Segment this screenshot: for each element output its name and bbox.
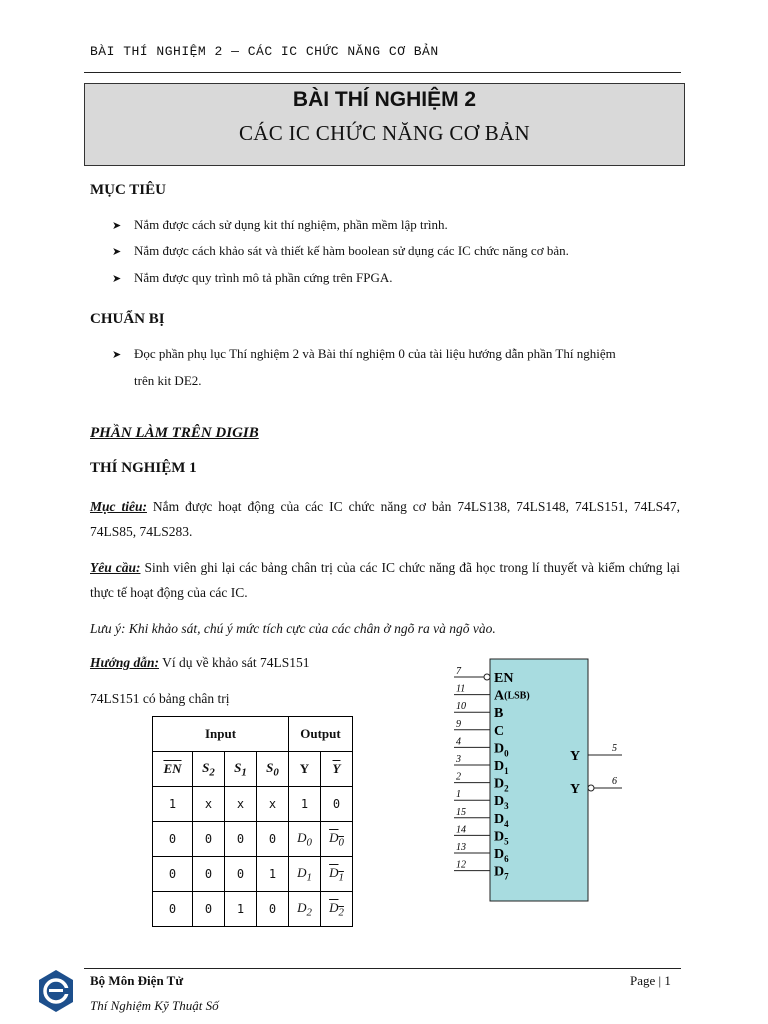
pin-number: 4 bbox=[456, 736, 461, 748]
footer-rule bbox=[84, 968, 681, 969]
table-caption: 74LS151 có bảng chân trị bbox=[90, 691, 230, 706]
arrow-bullet-icon: ➤ bbox=[112, 272, 122, 285]
truth-table bbox=[152, 716, 353, 927]
department-logo-icon bbox=[36, 968, 76, 1014]
ic-74ls151-diagram bbox=[440, 655, 660, 905]
prep-item: ➤ Đọc phần phụ lục Thí nghiệm 2 và Bài thí nghiệm 0 của tài liệu hướng dẫn phần Thí nghiệm bbox=[112, 346, 616, 361]
pin-number: 11 bbox=[456, 683, 466, 695]
exp1-requirement: Yêu cầu: Sinh viên ghi lại các bảng chân trị của các IC chức năng đã học trong lí thuyết và kiểm chứng lại thực tế hoạt động của các IC. bbox=[90, 560, 680, 600]
title-main: BÀI THÍ NGHIỆM 2 bbox=[292, 88, 477, 111]
col-s0: $S_0$ bbox=[257, 752, 289, 787]
pin-label: EN bbox=[494, 671, 514, 686]
table-row: 0 0 1 0 $D_2$ $D_2$ bbox=[153, 892, 353, 927]
pin-number: 15 bbox=[456, 806, 466, 818]
part-heading: PHẦN LÀM TRÊN DIGIB bbox=[90, 425, 259, 441]
pin-number: 7 bbox=[456, 666, 461, 677]
running-header: BÀI THÍ NGHIỆM 2 — CÁC IC CHỨC NĂNG CƠ BẢN bbox=[90, 44, 439, 59]
exp1-note: Lưu ý: Khi khảo sát, chú ý mức tích cực của các chân ở ngõ ra và ngõ vào. bbox=[90, 621, 496, 636]
pin-number: 14 bbox=[456, 824, 466, 836]
table-row: 1 x x x 1 0 bbox=[153, 787, 353, 822]
exp1-goal: Mục tiêu: Nắm được hoạt động của các IC chức năng cơ bản 74LS138, 74LS148, 74LS151, 74LS47, 74LS85, 74LS283. bbox=[90, 499, 680, 539]
exp1-guide: Hướng dẫn: Ví dụ về khảo sát 74LS151 bbox=[90, 655, 310, 670]
pin-label: B bbox=[494, 706, 504, 722]
title-box bbox=[84, 83, 685, 166]
table-row: 0 0 0 0 $D_0$ $D_0$ bbox=[153, 822, 353, 857]
footer-course: Thí Nghiệm Kỹ Thuật Số bbox=[90, 998, 219, 1013]
pin-number: 5 bbox=[612, 743, 617, 754]
page-number: Page | 1 bbox=[630, 973, 671, 988]
arrow-bullet-icon: ➤ bbox=[112, 348, 122, 361]
pin-label: $D_6$ bbox=[494, 847, 509, 864]
prep-heading: CHUẨN BỊ bbox=[90, 311, 165, 327]
pin-number: 10 bbox=[456, 701, 466, 713]
objectives-heading: MỤC TIÊU bbox=[90, 182, 166, 198]
pin-label: $D_5$ bbox=[494, 829, 509, 847]
pin-label: C bbox=[494, 723, 505, 739]
footer-department: Bộ Môn Điện Tử bbox=[90, 973, 184, 988]
arrow-bullet-icon: ➤ bbox=[112, 245, 122, 258]
prep-item-cont: trên kit DE2. bbox=[134, 373, 202, 388]
pin-label: A(LSB) bbox=[494, 688, 530, 704]
pin-number: 9 bbox=[456, 718, 461, 730]
header-input: Input bbox=[153, 717, 289, 752]
pin-label: $D_7$ bbox=[494, 864, 509, 882]
objective-item: ➤ Nắm được quy trình mô tả phần cứng trên FPGA. bbox=[112, 270, 393, 285]
pin-number: 13 bbox=[456, 842, 466, 853]
col-en: $\overline{EN}$ bbox=[153, 752, 193, 787]
pin-number: 2 bbox=[456, 771, 461, 783]
header-output: Output bbox=[289, 717, 353, 752]
pin-number: 1 bbox=[456, 789, 461, 801]
col-s1: $S_1$ bbox=[225, 752, 257, 787]
col-s2: $S_2$ bbox=[193, 752, 225, 787]
pin-label: Y bbox=[570, 782, 581, 797]
inversion-bubble bbox=[484, 674, 490, 680]
pin-label: Y bbox=[570, 749, 581, 764]
pin-label: $D_1$ bbox=[494, 759, 509, 776]
col-ybar: $\overline{Y}$ bbox=[321, 752, 353, 787]
col-y: Y bbox=[289, 752, 321, 787]
objective-item: ➤ Nắm được cách sử dụng kit thí nghiệm, phần mềm lập trình. bbox=[112, 217, 448, 232]
header-rule bbox=[84, 72, 681, 73]
pin-label: $D_4$ bbox=[494, 811, 509, 829]
pin-number: 3 bbox=[456, 754, 461, 765]
pin-label: $D_3$ bbox=[494, 794, 509, 812]
objective-item: ➤ Nắm được cách khảo sát và thiết kế hàm boolean sử dụng các IC chức năng cơ bản. bbox=[112, 243, 569, 258]
inversion-bubble bbox=[588, 785, 594, 791]
pin-label: $D_0$ bbox=[494, 741, 509, 759]
pin-label: $D_2$ bbox=[494, 776, 509, 794]
pin-number: 6 bbox=[612, 776, 617, 787]
table-row: 0 0 0 1 $D_1$ $D_1$ bbox=[153, 857, 353, 892]
arrow-bullet-icon: ➤ bbox=[112, 219, 122, 232]
pin-number: 12 bbox=[456, 859, 466, 871]
title-sub: CÁC IC CHỨC NĂNG CƠ BẢN bbox=[239, 121, 530, 145]
exp1-heading: THÍ NGHIỆM 1 bbox=[90, 460, 197, 476]
